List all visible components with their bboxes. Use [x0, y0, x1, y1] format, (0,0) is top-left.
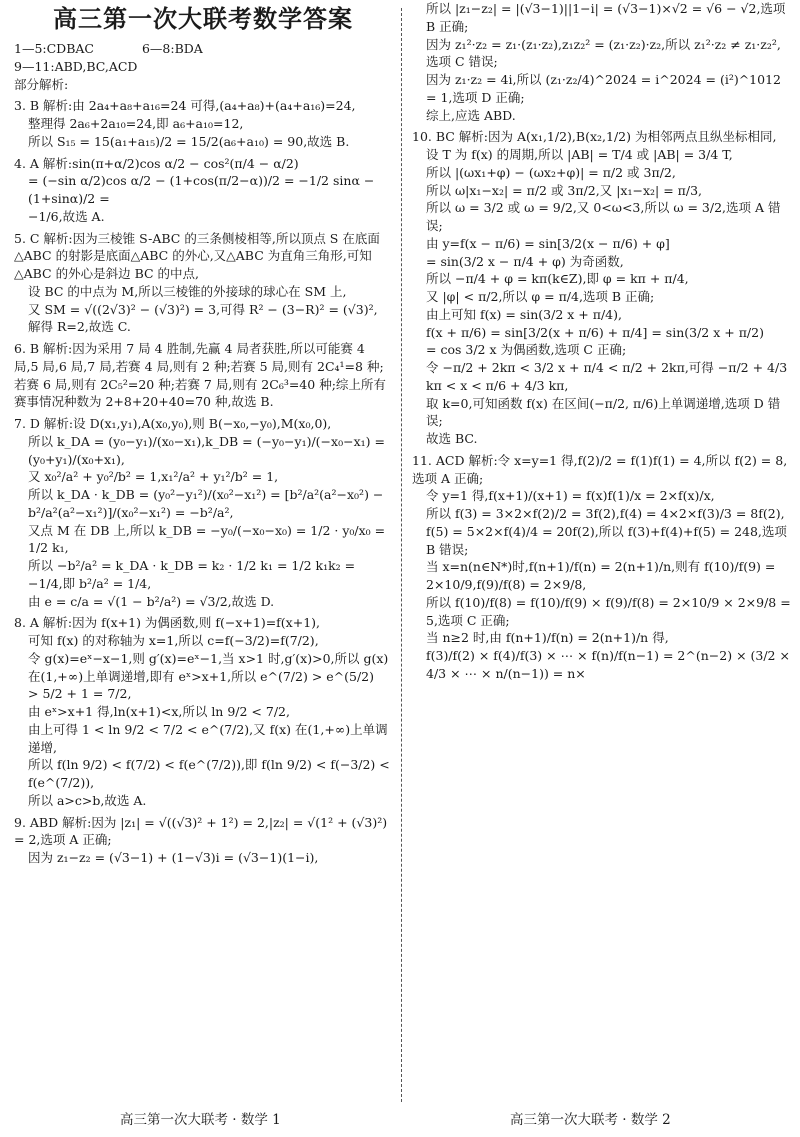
solution-line: 6. B 解析:因为采用 7 局 4 胜制,先赢 4 局者获胜,所以可能赛 4 局,5 局,6 局,7 局,若赛 4 局,则有 2 种;若赛 5 局,则有 2C₄¹=8 种;若赛 6 局,则有 2C₅²=20 种;若赛 7 局,则有 2C₆³=40 种;综上所有赛事情况种数为 2+8+20+40=70 种,故选 B.	[14, 341, 386, 410]
solution-line: 由 eˣ>x+1 得,ln(x+1)<x,所以 ln 9/2 < 7/2,	[28, 704, 290, 720]
solution-line: 4. A 解析:sin(π+α/2)cos α/2 − cos²(π/4 − α/2)	[14, 155, 299, 171]
solution-line: 令 −π/2 + 2kπ < 3/2 x + π/4 < π/2 + 2kπ,可得 −π/2 + 4/3 kπ < x < π/6 + 4/3 kπ,	[426, 360, 788, 393]
footer-page-1: 高三第一次大联考 · 数学 1	[120, 1112, 281, 1128]
solution-line: 所以 f(10)/f(8) = f(10)/f(9) × f(9)/f(8) = 2×10/9 × 2×9/8 = 5,选项 C 正确;	[426, 594, 791, 628]
column-divider	[401, 8, 403, 1102]
solution-line: 所以 −π/4 + φ = kπ(k∈Z),即 φ = kπ + π/4,	[426, 271, 689, 287]
solution-line: 解得 R=2,故选 C.	[28, 319, 131, 335]
solution-line: 令 g(x)=eˣ−x−1,则 g′(x)=eˣ−1,当 x>1 时,g′(x)>0,所以 g(x) 在(1,+∞)上单调递增,即有 eˣ>x+1,所以 e^(7/2) > e^(5/2)	[28, 650, 389, 684]
solution-line: 可知 f(x) 的对称轴为 x=1,所以 c=f(−3/2)=f(7/2),	[28, 633, 319, 649]
solution-line: 所以 a>c>b,故选 A.	[28, 792, 147, 808]
solution-line: 所以 k_DA · k_DB = (y₀²−y₁²)/(x₀²−x₁²) = [b²/a²(a²−x₀²) − b²/a²(a²−x₁²)]/(x₀²−x₁²) = −b²/a²,	[28, 487, 384, 520]
right-column	[412, 0, 792, 1097]
solution-line: 又点 M 在 DB 上,所以 k_DB = −y₀/(−x₀−x₀) = 1/2 · y₀/x₀ = 1/2 k₁,	[28, 522, 386, 556]
footer-page-2: 高三第一次大联考 · 数学 2	[510, 1112, 671, 1128]
solution-line: 所以 |z₁−z₂| = |(√3−1)||1−i| = (√3−1)×√2 = √6 − √2,选项 B 正确;	[426, 1, 786, 34]
solution-line: 所以 ω = 3/2 或 ω = 9/2,又 0<ω<3,所以 ω = 3/2,选项 A 错误;	[426, 200, 781, 233]
solution-line: 又 SM = √((2√3)² − (√3)²) = 3,可得 R² − (3−R)² = (√3)²,	[28, 301, 378, 317]
solution-line: 5. C 解析:因为三棱锥 S-ABC 的三条侧棱相等,所以顶点 S 在底面△ABC 的射影是底面△ABC 的外心,又△ABC 为直角三角形,可知△ABC 的外心是斜边 BC 的中点,	[14, 230, 380, 282]
solution-line: 9. ABD 解析:因为 |z₁| = √((√3)² + 1²) = 2,|z₂| = √(1² + (√3)²) = 2,选项 A 正确;	[14, 814, 388, 848]
solution-line: 11. ACD 解析:令 x=y=1 得,f(2)/2 = f(1)f(1) = 4,所以 f(2) = 8,选项 A 正确;	[412, 452, 788, 486]
answer-key	[14, 40, 392, 93]
solution-line: 由上可知 f(x) = sin(3/2 x + π/4),	[426, 306, 622, 322]
solution-line: = sin(3/2 x − π/4 + φ) 为奇函数,	[426, 253, 624, 269]
solution-line: 又 |φ| < π/2,所以 φ = π/4,选项 B 正确;	[426, 289, 655, 304]
solution-line: f(3)/f(2) × f(4)/f(3) × ⋯ × f(n)/f(n−1) = 2^(n−2) × (3/2 × 4/3 × ⋯ × n/(n−1)) = n×	[426, 648, 790, 681]
answers-9-11: 9—11:ABD,BC,ACD	[14, 58, 138, 74]
solution-line: 当 x=n(n∈N*)时,f(n+1)/f(n) = 2(n+1)/n,则有 f(10)/f(9) = 2×10/9,f(9)/f(8) = 2×9/8,	[426, 559, 776, 592]
solution-line: 10. BC 解析:因为 A(x₁,1/2),B(x₂,1/2) 为相邻两点且纵坐标相同,	[412, 129, 777, 145]
solution-line: 所以 −b²/a² = k_DA · k_DB = k₂ · 1/2 k₁ = 1/2 k₁k₂ = −1/4,即 b²/a² = 1/4,	[28, 558, 356, 591]
solution-line: f(5) = 5×2×f(4)/4 = 20f(2),所以 f(3)+f(4)+f(5) = 248,选项 B 错误;	[426, 523, 787, 557]
solution-line: 3. B 解析:由 2a₄+a₈+a₁₆=24 可得,(a₄+a₈)+(a₄+a₁₆)=24,	[14, 98, 356, 114]
solution-line: 所以 ω|x₁−x₂| = π/2 或 3π/2,又 |x₁−x₂| = π/3,	[426, 182, 703, 198]
solution-line: 所以 f(3) = 3×2×f(2)/2 = 3f(2),f(4) = 4×2×f(3)/3 = 8f(2),	[426, 506, 785, 521]
left-solutions	[14, 97, 392, 867]
solution-line: 设 BC 的中点为 M,所以三棱锥的外接球的球心在 SM 上,	[28, 283, 347, 299]
left-column	[14, 0, 392, 1097]
solution-line: 所以 S₁₅ = 15(a₁+a₁₅)/2 = 15/2(a₆+a₁₀) = 90,故选 B.	[28, 133, 350, 149]
solution-line: 当 n≥2 时,由 f(n+1)/f(n) = 2(n+1)/n 得,	[426, 630, 669, 646]
solution-line: 取 k=0,可知函数 f(x) 在区间(−π/2, π/6)上单调递增,选项 D 错误;	[426, 395, 781, 429]
solution-line: 8. A 解析:因为 f(x+1) 为偶函数,则 f(−x+1)=f(x+1),	[14, 615, 320, 631]
answer-key-row-1	[14, 40, 392, 58]
solution-line: 由 e = c/a = √(1 − b²/a²) = √3/2,故选 D.	[28, 593, 275, 609]
solution-line: > 5/2 + 1 = 7/2,	[28, 686, 132, 702]
solution-line: 设 T 为 f(x) 的周期,所以 |AB| = T/4 或 |AB| = 3/4 T,	[426, 147, 733, 162]
solution-line: 令 y=1 得,f(x+1)/(x+1) = f(x)f(1)/x = 2×f(x)/x,	[426, 488, 715, 504]
solution-line: 由上可得 1 < ln 9/2 < 7/2 < e^(7/2),又 f(x) 在(1,+∞)上单调递增,	[28, 721, 388, 755]
solution-line: = (−sin α/2)cos α/2 − (1+cos(π/2−α))/2 = −1/2 sinα − (1+sinα)/2 =	[28, 173, 375, 207]
solution-line: 又 x₀²/a² + y₀²/b² = 1,x₁²/a² + y₁²/b² = 1,	[28, 469, 279, 485]
solution-line: 所以 |(ωx₁+φ) − (ωx₂+φ)| = π/2 或 3π/2,	[426, 164, 676, 180]
partial-solutions-label: 部分解析:	[14, 76, 69, 92]
solution-line: 综上,应选 ABD.	[426, 107, 516, 123]
page-title: 高三第一次大联考数学答案	[53, 5, 353, 33]
solution-line: 由 y=f(x − π/6) = sin[3/2(x − π/6) + φ]	[426, 235, 670, 251]
solution-line: 因为 z₁−z₂ = (√3−1) + (1−√3)i = (√3−1)(1−i),	[28, 850, 319, 866]
solution-line: 所以 f(ln 9/2) < f(7/2) < f(e^(7/2)),即 f(ln 9/2) < f(−3/2) < f(e^(7/2)),	[28, 757, 390, 791]
answers-6-8: 6—8:BDA	[141, 41, 203, 57]
solution-line: = cos 3/2 x 为偶函数,选项 C 正确;	[426, 342, 627, 358]
solution-line: 因为 z₁²·z₂ = z₁·(z₁·z₂),z₁z₂² = (z₁·z₂)·z₂,所以 z₁²·z₂ ≠ z₁·z₂²,选项 C 错误;	[426, 36, 781, 70]
right-solutions	[412, 0, 792, 683]
solution-line: 7. D 解析:设 D(x₁,y₁),A(x₀,y₀),则 B(−x₀,−y₀),M(x₀,0),	[14, 416, 332, 432]
answers-1-5: 1—5:CDBAC	[14, 41, 94, 57]
solution-line: 整理得 2a₆+2a₁₀=24,即 a₆+a₁₀=12,	[28, 116, 244, 132]
solution-line: −1/6,故选 A.	[28, 208, 105, 224]
solution-line: 所以 k_DA = (y₀−y₁)/(x₀−x₁),k_DB = (−y₀−y₁)/(−x₀−x₁) = (y₀+y₁)/(x₀+x₁),	[28, 433, 385, 467]
solution-line: 因为 z₁·z₂ = 4i,所以 (z₁·z₂/4)^2024 = i^2024 = (i²)^1012 = 1,选项 D 正确;	[426, 72, 781, 105]
solution-line: 故选 BC.	[426, 431, 478, 446]
solution-line: f(x + π/6) = sin[3/2(x + π/6) + π/4] = sin(3/2 x + π/2)	[426, 324, 764, 340]
